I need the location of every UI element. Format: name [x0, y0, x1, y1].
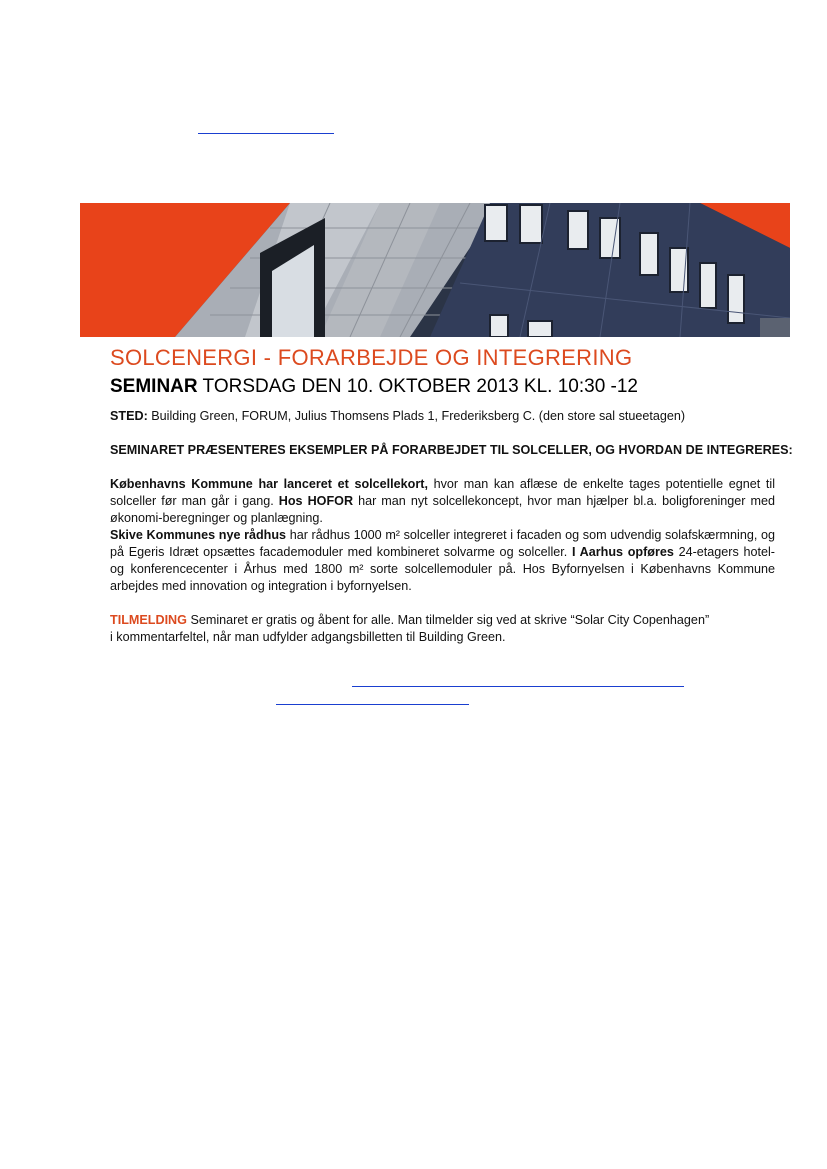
body-p1-bold2: Hos HOFOR: [278, 494, 354, 508]
body-p1-text2: har man nyt solcellekoncept, hvor man hjælper bl.a. boligforeninger med økonomi-beregninger og planlægning.: [110, 494, 776, 525]
bottom-link-1-underline[interactable]: [352, 686, 684, 687]
building-facade-illustration: [80, 203, 790, 337]
seminar-label: SEMINAR: [110, 376, 198, 397]
seminar-date-line: [110, 375, 775, 399]
headline: SOLCENERGI - FORARBEJDE OG INTEGRERING: [110, 345, 633, 370]
body-p2-bold2: I Aarhus opføres: [571, 545, 674, 559]
body-p1-bold: Københavns Kommune har lanceret et solcellekort,: [110, 477, 428, 491]
top-link-underline[interactable]: [198, 133, 334, 134]
registration-text-2: i kommentarfeltel, når man udfylder adgangsbilletten til Building Green.: [110, 630, 506, 644]
body-p1-text: hvor man kan aflæse de enkelte tages potentielle egnet til solceller før man går i gang.: [110, 477, 775, 508]
registration-text: Seminaret er gratis og åbent for alle. Man tilmelder sig ved at skrive “Solar City Copenhagen”: [186, 613, 710, 627]
section-heading: SEMINARET PRÆSENTERES EKSEMPLER PÅ FORARBEJDET TIL SOLCELLER, OG HVORDAN DE INTEGRERES:: [110, 443, 793, 457]
body-p2-text2: 24-etagers hotel- og konferencecenter i Århus med 1800 m² sorte solcellemoduler på. Hos Byfornyelsen i Københavns Kommune arbejdes med innovation og integration i byfornyelsen.: [110, 545, 775, 593]
venue-text: Building Green, FORUM, Julius Thomsens Plads 1, Frederiksberg C. (den store sal stueetagen): [147, 409, 686, 423]
bottom-link-2-underline[interactable]: [276, 704, 469, 705]
registration-paragraph: [110, 612, 775, 646]
venue-label: STED:: [110, 409, 148, 423]
body-p2-bold: Skive Kommunes nye rådhus: [110, 528, 287, 542]
seminar-content: [110, 345, 793, 646]
seminar-date: TORSDAG DEN 10. OKTOBER 2013 KL. 10:30 -12: [197, 376, 639, 397]
body-p2-text: har rådhus 1000 m² solceller integreret i facaden og som udvendig solafskærmning, og på Egeris Idræt opsættes facademoduler med kombineret solvarme og solceller.: [110, 528, 775, 559]
registration-label: TILMELDING: [110, 613, 187, 627]
venue-line: [110, 408, 775, 425]
banner-image: [80, 203, 790, 337]
body-paragraph-1: [110, 476, 775, 595]
